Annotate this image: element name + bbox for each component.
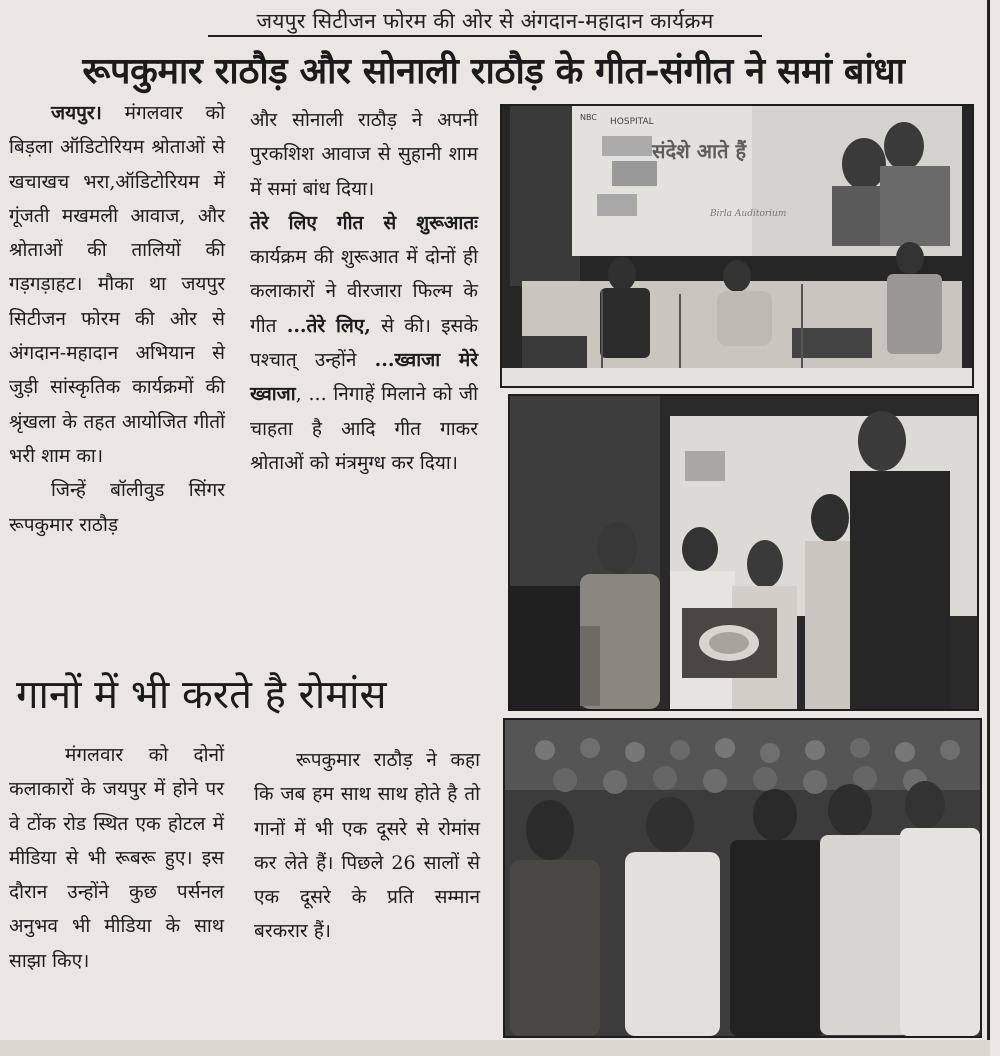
photo-felicitation — [508, 394, 979, 711]
headline: रूपकुमार राठौड़ और सोनाली राठौड़ के गीत-संगीत ने समां बांधा — [82, 50, 905, 92]
col3-paragraph — [9, 738, 224, 978]
page-border-right — [987, 0, 990, 1056]
col4-paragraph — [254, 743, 480, 949]
photo-stage-performance — [500, 104, 974, 388]
stage-photo-graphic — [502, 106, 972, 386]
sponsor-nbc: NBC — [580, 113, 597, 122]
audience-photo-graphic — [505, 720, 980, 1036]
col1-paragraph-2-text: जिन्हें बॉलीवुड सिंगर रूपकुमार राठौड़ — [9, 479, 225, 536]
kicker-box — [208, 5, 762, 37]
section-heading: गानों में भी करते है रोमांस — [16, 672, 387, 718]
col2-paragraph-1: और सोनाली राठौड़ ने अपनी पुरकशिश आवाज से सुहानी शाम में समां बांध दिया। — [250, 109, 478, 200]
column-2 — [250, 103, 478, 480]
kicker: जयपुर सिटीजन फोरम की ओर से अंगदान-महादान कार्यक्रम — [256, 9, 714, 33]
col2-text-c: , ... निगाहें मिलाने को जी चाहता है आदि गीत गाकर श्रोताओं को मंत्रमुग्ध कर दिया। — [250, 383, 478, 474]
col1-paragraph-1-text: मंगलवार को बिड़ला ऑडिटोरियम श्रोताओं से खचाखच भरा,ऑडिटोरियम में गूंजती मखमली आवाज, और श्रोताओं की तालियों की गड़गड़ाहट। मौका था जयपुर सिटीजन फोरम की ओर से अंगदान-महादान अभियान से जुड़ी सांस्कृतिक कार्यक्रमों की श्रृंखला के तहत आयोजित गीतों भरी शाम का। — [9, 102, 225, 467]
column-3 — [9, 738, 224, 978]
col1-paragraph-1 — [9, 96, 225, 473]
column-4 — [254, 743, 480, 949]
dateline: जयपुर। — [51, 102, 102, 124]
col2-paragraph-2 — [250, 206, 478, 480]
photo-audience — [503, 718, 982, 1038]
song-title-1: ...तेरे लिए, — [286, 314, 371, 337]
col2-text-b: से की। इसके पश्चात् उन्होंने — [250, 314, 478, 372]
col3-text: मंगलवार को दोनों कलाकारों के जयपुर में होने पर वे टोंक रोड स्थित एक होटल में मीडिया से भी रूबरू हुए। इस दौरान उन्होंने कुछ पर्सनल अनुभव भी मीडिया के साथ साझा किए। — [9, 744, 224, 972]
banner-title: संदेशे आते हैं — [652, 139, 747, 163]
venue-text: Birla Auditorium — [710, 209, 787, 219]
subhead: तेरे लिए गीत से शुरूआतः — [250, 211, 478, 234]
sponsor-hospital: HOSPITAL — [610, 117, 654, 127]
column-1 — [9, 96, 225, 542]
song-title-2: ...ख्वाजा मेरे ख्वाजा — [250, 349, 478, 406]
col4-text: रूपकुमार राठौड़ ने कहा कि जब हम साथ साथ होते है तो गानों में भी एक दूसरे से रोमांस कर लेते हैं। पिछले 26 सालों से एक दूसरे के प्रति सम्मान बरकरार हैं। — [254, 749, 480, 943]
felicitation-photo-graphic — [510, 396, 977, 709]
col1-paragraph-2 — [9, 473, 225, 542]
clipped-next-article — [0, 1040, 990, 1056]
col2-text-a: कार्यक्रम की शुरूआत में दोनों ही कलाकारों ने वीरजारा फिल्म के गीत — [250, 246, 478, 337]
